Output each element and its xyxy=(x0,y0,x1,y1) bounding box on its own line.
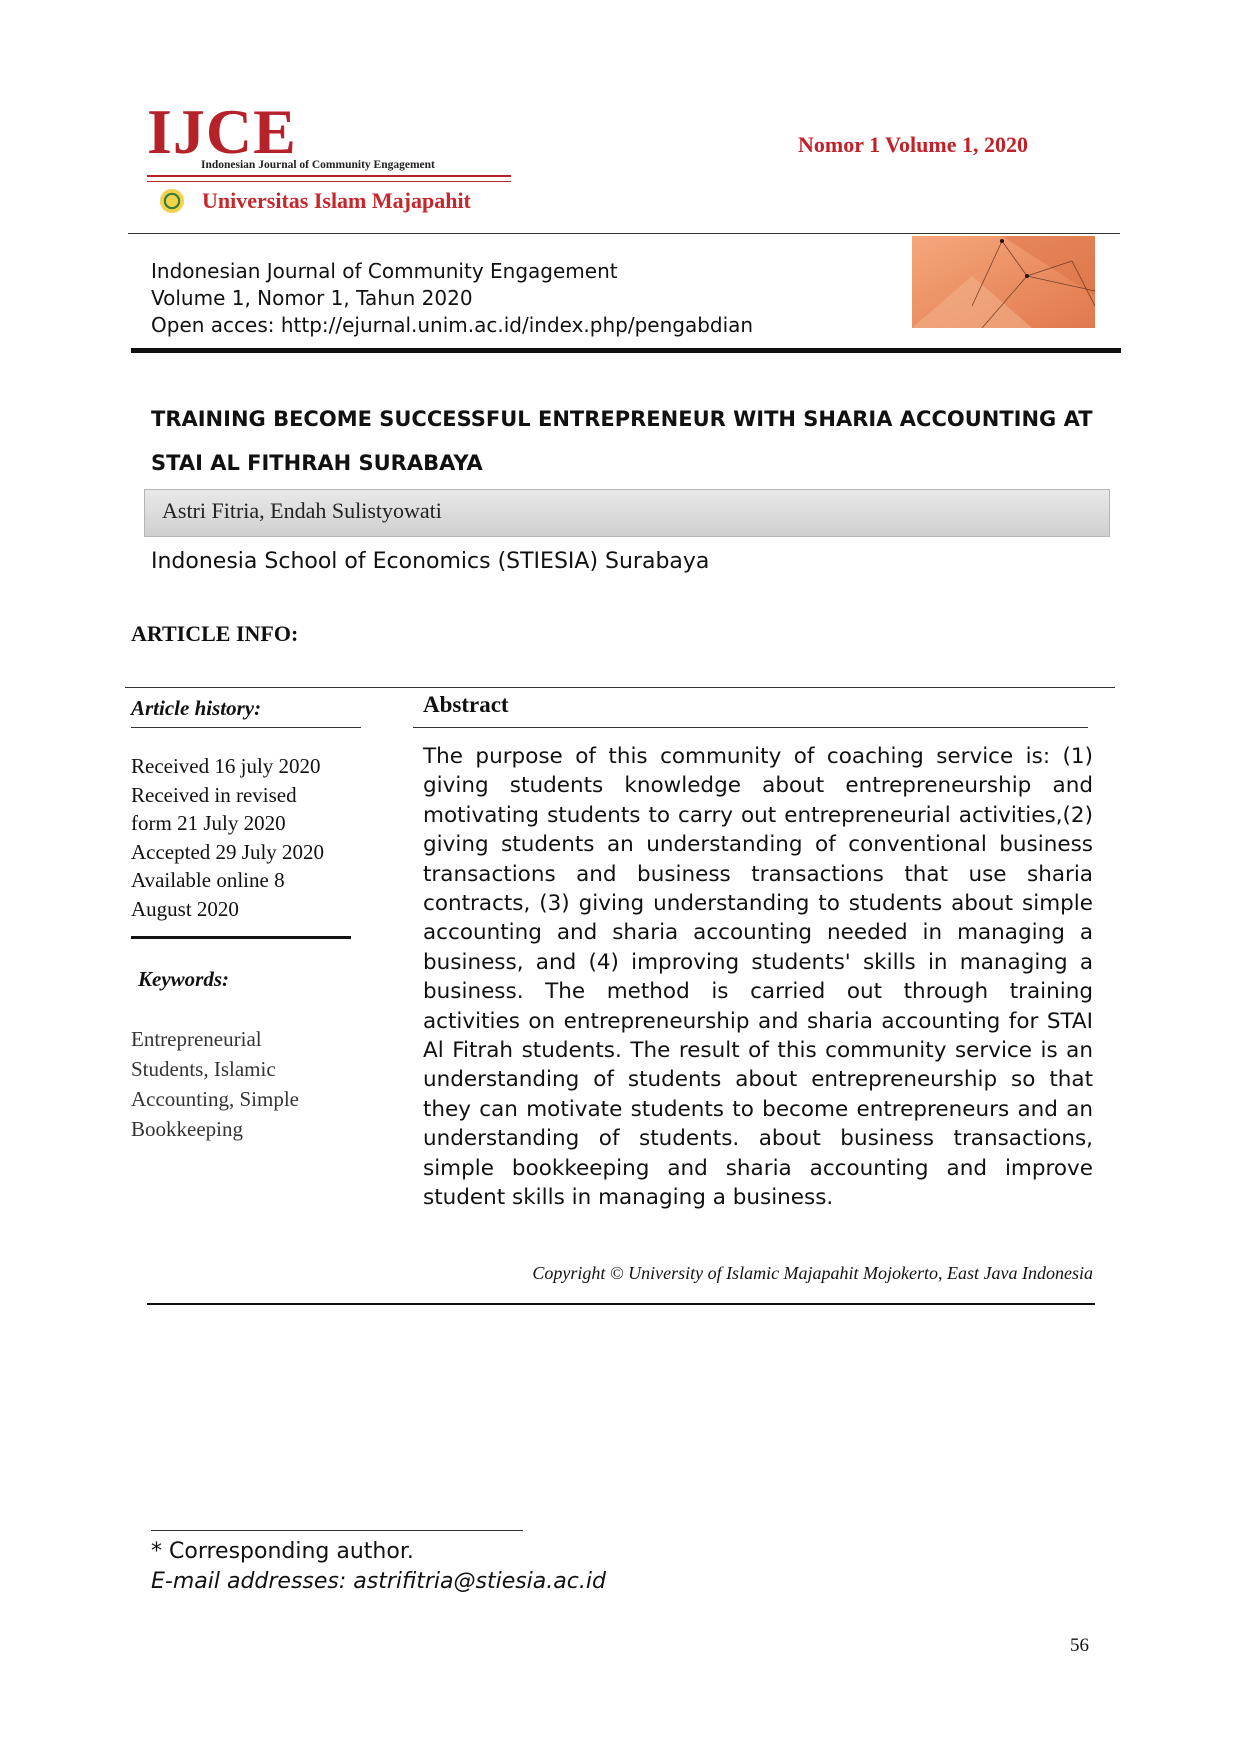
article-history xyxy=(131,752,361,923)
journal-info-volume: Volume 1, Nomor 1, Tahun 2020 xyxy=(151,286,473,310)
journal-logo-subtitle: Indonesian Journal of Community Engagement xyxy=(201,159,435,171)
keywords-label: Keywords: xyxy=(138,967,229,991)
article-history-label: Article history: xyxy=(131,696,262,720)
journal-info xyxy=(151,258,753,339)
journal-info-name: Indonesian Journal of Community Engagement xyxy=(151,259,618,283)
logo-divider xyxy=(147,175,511,177)
abstract-text: The purpose of this community of coaching service is: (1) giving students knowledge about entrepreneurship and motivating students to carry out entrepreneurial activities,(2) giving students an understanding of conventional business transactions and business transactions that use sharia contracts, (3) giving understanding to students about simple accounting and sharia accounting needed in managing a business, and (4) improving students' skills in managing a business. The method is carried out through training activities on entrepreneurship and sharia accounting for STAI Al Fitrah students. The result of this community service is an understanding of students about entrepreneurship so that they can motivate students to become entrepreneurs and an understanding of students. about business transactions, simple bookkeeping and sharia accounting and improve student skills in managing a business. xyxy=(423,744,1093,1211)
journal-cover-image xyxy=(912,236,1095,328)
header-rule xyxy=(128,233,1120,234)
journal-logo-acronym: IJCE xyxy=(147,96,297,167)
keyword-line: Accounting, Simple xyxy=(131,1087,299,1111)
header-thick-rule xyxy=(131,348,1121,353)
issue-label: Nomor 1 Volume 1, 2020 xyxy=(798,132,1028,157)
keyword-line: Bookkeeping xyxy=(131,1117,243,1141)
author-email[interactable]: E-mail addresses: astrifitria@stiesia.ac.id xyxy=(151,1569,606,1594)
copyright-notice: Copyright © University of Islamic Majapahit Mojokerto, East Java Indonesia xyxy=(532,1263,1093,1283)
abstract-rule xyxy=(413,727,1088,728)
article-history-bottom-rule xyxy=(131,936,351,939)
abstract-heading: Abstract xyxy=(423,692,509,717)
abstract-bottom-rule xyxy=(147,1303,1095,1305)
keyword-line: Students, Islamic xyxy=(131,1057,276,1081)
keyword-line: Entrepreneurial xyxy=(131,1027,262,1051)
page-number: 56 xyxy=(1070,1635,1089,1656)
keywords xyxy=(131,1024,371,1144)
history-line: August 2020 xyxy=(131,896,239,921)
journal-info-url: Open acces: http://ejurnal.unim.ac.id/index.php/pengabdian xyxy=(151,313,754,337)
history-line: Received 16 july 2020 xyxy=(131,754,321,778)
history-line: Available online 8 xyxy=(131,868,285,892)
history-line: Accepted 29 July 2020 xyxy=(131,839,325,864)
corresponding-author-note: * Corresponding author. xyxy=(151,1539,414,1564)
authors: Astri Fitria, Endah Sulistyowati xyxy=(162,498,442,523)
university-seal-icon xyxy=(160,189,184,213)
article-title-line-2: STAI AL FITHRAH SURABAYA xyxy=(151,451,483,475)
history-line: Received in revised xyxy=(131,782,297,807)
affiliation: Indonesia School of Economics (STIESIA) Surabaya xyxy=(151,549,710,574)
university-name: Universitas Islam Majapahit xyxy=(202,188,471,213)
article-info-rule xyxy=(125,687,1115,688)
history-line: form 21 July 2020 xyxy=(131,811,286,835)
article-info-heading: ARTICLE INFO: xyxy=(131,621,299,646)
article-title xyxy=(151,397,1101,485)
logo-divider-thin xyxy=(147,181,511,182)
article-title-line-1: TRAINING BECOME SUCCESSFUL ENTREPRENEUR WITH SHARIA ACCOUNTING AT xyxy=(151,407,1093,431)
footnote-rule xyxy=(151,1530,523,1531)
article-history-rule xyxy=(131,727,361,728)
